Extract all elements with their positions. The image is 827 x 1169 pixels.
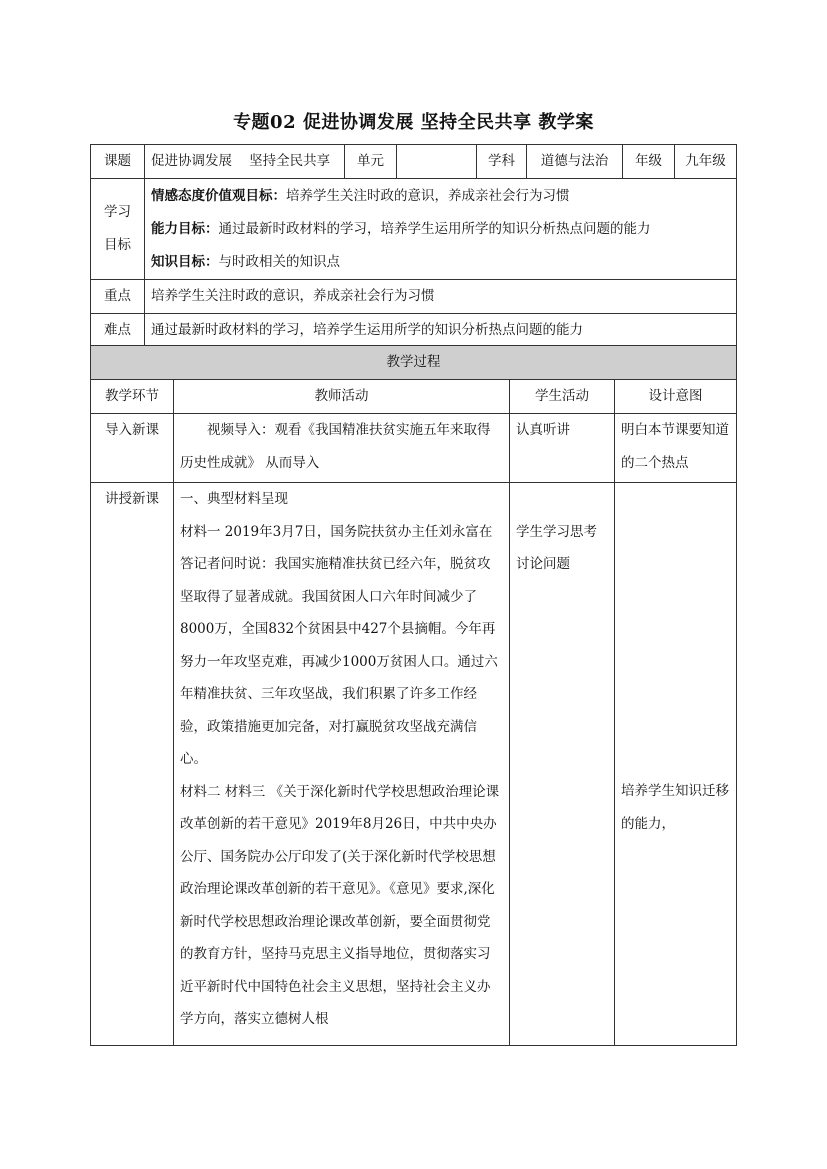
difficulty-label: 难点 <box>91 314 145 348</box>
teaching-process-table <box>90 345 737 1046</box>
header-stage: 教学环节 <box>91 380 174 414</box>
header-student: 学生活动 <box>510 380 615 414</box>
grade-label: 年级 <box>623 145 675 179</box>
goals-label <box>91 179 145 280</box>
section-row <box>91 346 737 380</box>
goals-content <box>145 179 737 280</box>
lesson-heading: 一、典型材料呈现 <box>180 491 288 507</box>
goals-label-line2: 目标 <box>104 237 131 253</box>
lesson-intent-text: 培养学生知识迁移的能力， <box>621 783 729 832</box>
lesson-info-table <box>90 144 737 348</box>
grade-value: 九年级 <box>675 145 737 179</box>
lesson-row <box>91 483 737 1046</box>
difficulty-value: 通过最新时政材料的学习，培养学生运用所学的知识分析热点问题的能力 <box>145 314 737 348</box>
info-row-key <box>91 280 737 314</box>
intro-row <box>91 414 737 483</box>
topic-value: 促进协调发展 坚持全民共享 <box>145 145 345 179</box>
lesson-student <box>510 483 615 1046</box>
goal-emotion: 情感态度价值观目标：培养学生关注时政的意识，养成亲社会行为习惯 <box>151 187 570 204</box>
goal-knowledge: 知识目标：与时政相关的知识点 <box>151 253 340 270</box>
material-1: 材料一 2019年3月7日，国务院扶贫办主任刘永富在答记者问时说：我国实施精准扶贫已经六年，脱贫攻坚取得了显著成就。我国贫困人口六年时间减少了8000万，全国832个贫困县中427个县摘帽。今年再努力一年攻坚克难，再减少1000万贫困人口。通过六年精准扶贫、三年攻坚战，我们积累了许多工作经验，政策措施更加完备，对打赢脱贫攻坚战充满信心。 <box>180 523 498 767</box>
material-2: 材料二 材料三 《关于深化新时代学校思想政治理论课改革创新的若干意见》2019年8月26日，中共中央办公厅、国务院办公厅印发了(关于深化新时代学校思想政治理论课改革创新的若干意见》。《意见》要求,深化新时代学校思想政治理论课改革创新，要全面贯彻党的教育方针，坚持马克思主义指导地位，贯彻落实习近平新时代中国特色社会主义思想，坚持社会主义办学方向，落实立德树人根 <box>180 783 500 1027</box>
info-row-goals <box>91 179 737 280</box>
lesson-stage: 讲授新课 <box>91 483 174 1046</box>
key-label: 重点 <box>91 280 145 314</box>
lesson-teacher <box>174 483 510 1046</box>
topic-label: 课题 <box>91 145 145 179</box>
intro-stage: 导入新课 <box>91 414 174 483</box>
intro-teacher: 视频导入：观看《我国精准扶贫实施五年来取得历史性成就》 从而导入 <box>174 414 510 483</box>
page-title: 专题02 促进协调发展 坚持全民共享 教学案 <box>233 112 594 133</box>
info-row-topic <box>91 145 737 179</box>
intro-student: 认真听讲 <box>510 414 615 483</box>
header-intent: 设计意图 <box>615 380 737 414</box>
intro-intent: 明白本节课要知道的二个热点 <box>615 414 737 483</box>
lesson-intent <box>615 483 737 1046</box>
goal-ability: 能力目标：通过最新时政材料的学习，培养学生运用所学的知识分析热点问题的能力 <box>151 220 651 237</box>
key-value: 培养学生关注时政的意识，养成亲社会行为习惯 <box>145 280 737 314</box>
goals-label-line1: 学习 <box>104 204 131 220</box>
subject-value: 道德与法治 <box>527 145 623 179</box>
section-title: 教学过程 <box>91 346 737 380</box>
unit-value <box>397 145 477 179</box>
subject-label: 学科 <box>477 145 527 179</box>
header-row <box>91 380 737 414</box>
unit-label: 单元 <box>345 145 397 179</box>
lesson-student-text: 学生学习思考讨论问题 <box>516 523 597 572</box>
info-row-difficulty <box>91 314 737 348</box>
header-teacher: 教师活动 <box>174 380 510 414</box>
